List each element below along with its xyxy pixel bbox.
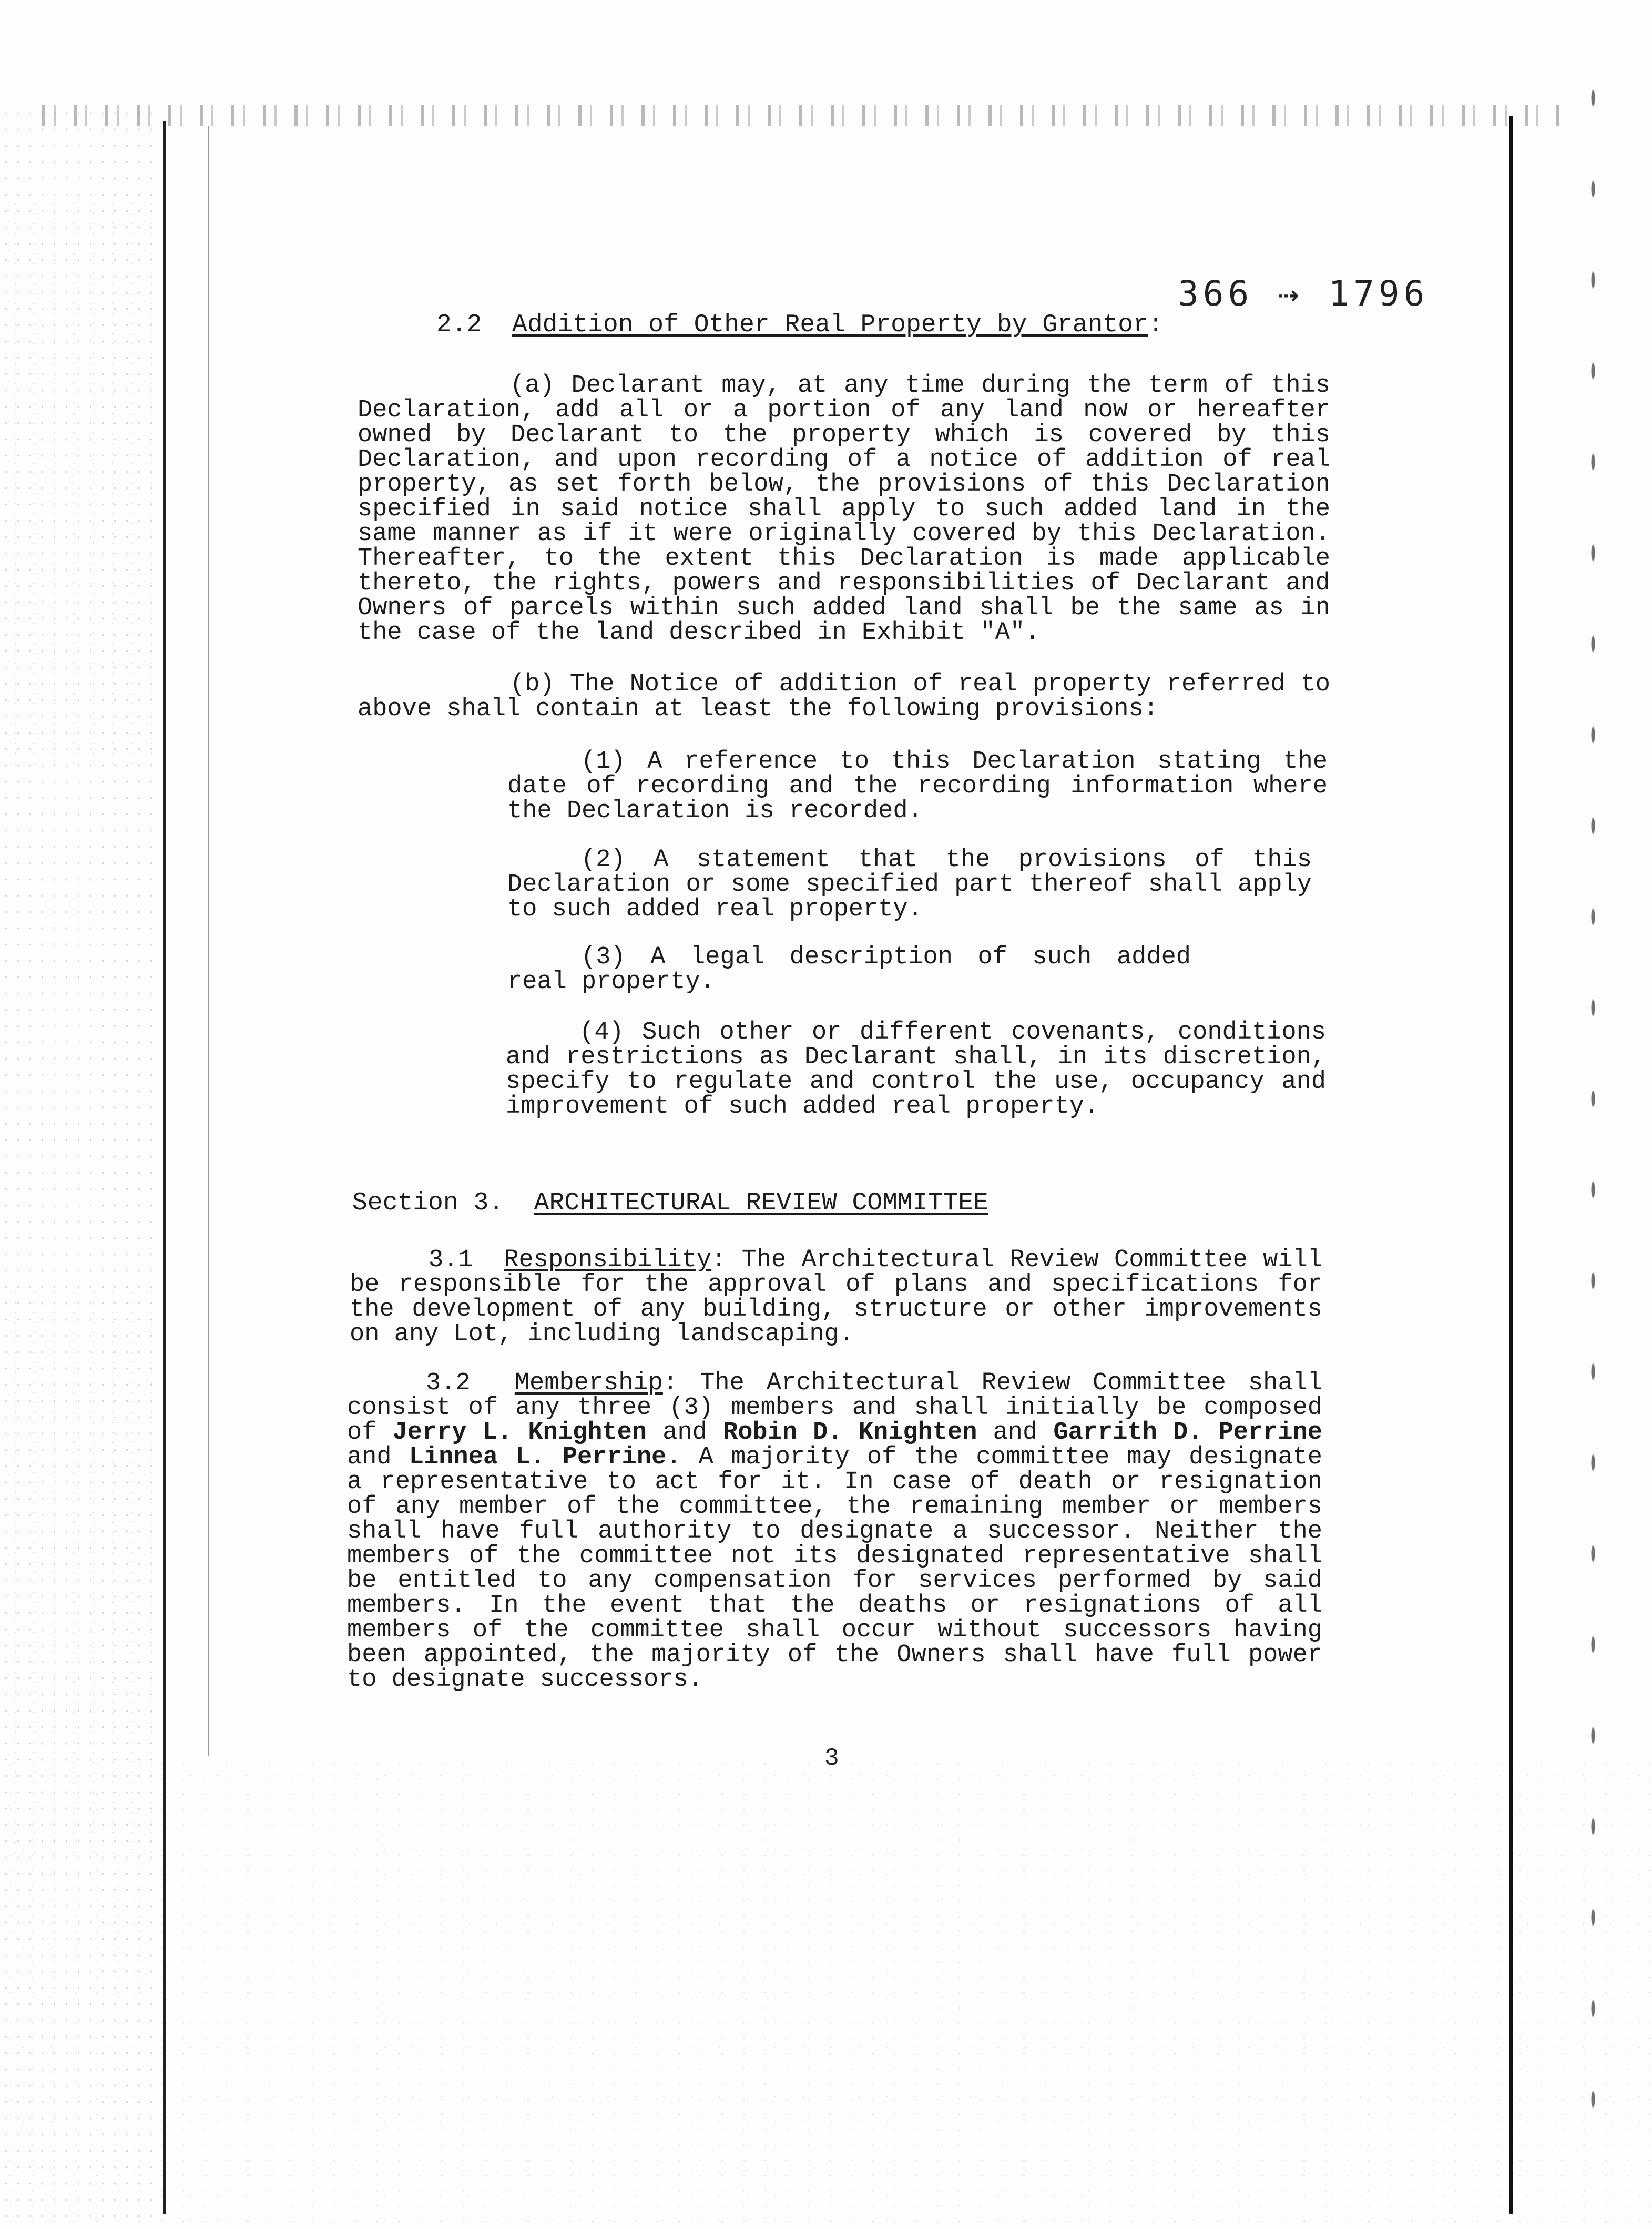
section-number: 2.2 [436,311,482,339]
member-name-4: Linnea L. Perrine. [409,1443,681,1471]
paragraph-3-2 [347,1371,1322,1692]
member-name-3: Garrith D. Perrine [1053,1419,1322,1447]
section-3-title: ARCHITECTURAL REVIEW COMMITTEE [534,1189,988,1217]
conjunction-1: and [647,1419,723,1447]
subsection-3-2-body-2: A majority of the committee may designate a representative to act for it. In case of death or resignation of any member of the committee, the remaining member or members shall have full authority to designate a successor. Neither the members of the committee not its designated representative shall be entitled to any compensation for services performed by said members. In the event that the deaths or resignations of all members of the committee shall occur without successors having been appointed, the majority of the Owners shall have full power to designate successors. [347,1443,1323,1694]
list-item-2: (2) A statement that the provisions of this Declaration or some specified part thereof shall apply to such added real property. [507,846,1312,923]
subsection-3-2-heading: Membership [514,1369,663,1397]
member-name-1: Jerry L. Knighten [392,1419,647,1447]
page-reference-number: 366 ⇢ 1796 [1178,273,1429,314]
scan-artifact-right [1583,53,1604,2156]
section-2-2-heading [436,313,1164,338]
paragraph-a: (a) Declarant may, at any time during the term of this Declaration, add all or a portion of any land now or hereafter owned by Declarant to the property which is covered by this Declaration, and upon recording of a notice of addition of real property, as set forth below, the provisions of this Declaration specified in said notice shall apply to such added land in the same manner as if it were originally covered by this Declaration. Thereafter, to the extent this Declaration is made applicable thereto, the rights, powers and responsibilities of Declarant and Owners of parcels within such added land shall be the same as in the case of the land described in Exhibit "A". [358,372,1330,647]
scan-artifact-top [42,105,1567,126]
conjunction-3: and [347,1443,409,1471]
paragraph-3-1 [350,1248,1322,1347]
conjunction-2: and [977,1419,1054,1447]
subsection-3-1-body: : The Architectural Review Committee will be responsible for the approval of plans and specifications for the development of any building, structure or other improvements on any Lot, including landscaping. [350,1246,1322,1348]
scan-border-right [1509,116,1513,2214]
scan-artifact-bottom [0,1756,1652,2229]
section-3-label: Section 3. [352,1189,504,1217]
list-item-4: (4) Such other or different covenants, conditions and restrictions as Declarant shall, in its discretion, specify to regulate and control the use, occupancy and improvement of such added real property. [506,1019,1326,1121]
heading-colon: : [1148,311,1164,339]
section-title: Addition of Other Real Property by Grantor [512,311,1148,339]
subsection-3-2-body-1: : The Architectural Review Committee shall consist of any three (3) members and shall initially be composed of [347,1369,1322,1447]
scan-border-left [163,121,166,2214]
member-name-2: Robin D. Knighten [722,1419,977,1447]
paragraph-b: (b) The Notice of addition of real property referred to above shall contain at least the following provisions: [358,670,1330,723]
page-number: 3 [824,1745,839,1772]
scan-border-left-inner [208,126,209,1756]
subsection-3-2-number: 3.2 [426,1369,471,1397]
section-3-heading [352,1191,988,1216]
subsection-3-1-heading: Responsibility [504,1246,712,1274]
subsection-3-1-number: 3.1 [429,1246,473,1274]
list-item-3: (3) A legal description of such added real property. [507,943,1191,996]
list-item-1: (1) A reference to this Declaration stating the date of recording and the recording information where the Declaration is recorded. [507,748,1328,825]
